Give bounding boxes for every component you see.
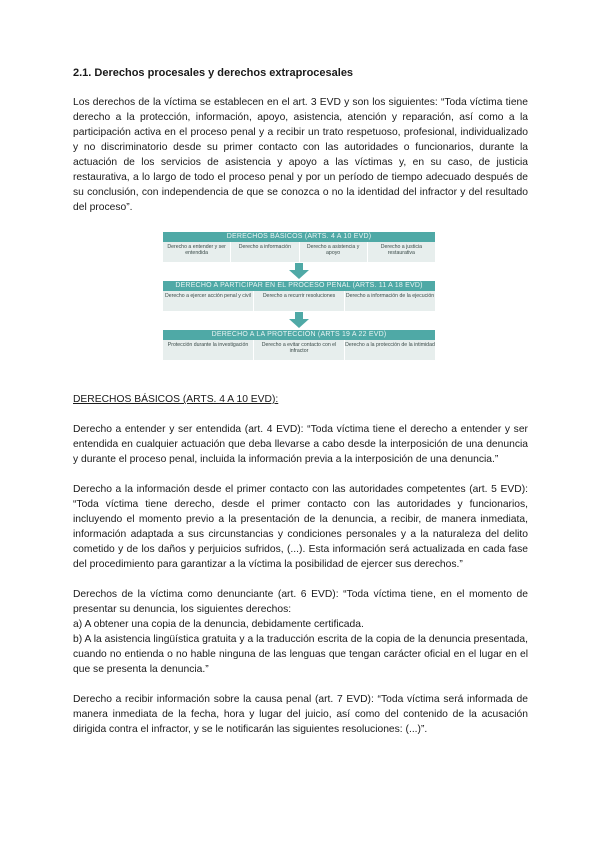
subheading-basic-rights: DERECHOS BÁSICOS (ARTS. 4 A 10 EVD):	[73, 394, 279, 405]
diagram-row-basic-rights	[163, 242, 435, 262]
diagram-band-basic-rights: DERECHOS BÁSICOS (ARTS. 4 A 10 EVD)	[163, 232, 435, 242]
paragraph-art5: Derecho a la información desde el primer contacto con las autoridades competentes (art. 5 EVD): “Toda víctima tiene derecho, desde el primer contacto con las autoridades y funcionarios, incluyendo el momento previo a la presentación de la denuncia, a recibir, de manera inmediata, información adaptada a sus circunstancias y condiciones personales y a la naturaleza del delito cometido y de los daños y perjuicios sufridos, (...). Esta información será actualizada en cada fase del procedimiento para garantizar a la víctima la posibilidad de ejercer sus derechos.”	[73, 484, 528, 570]
rights-diagram	[163, 232, 435, 375]
paragraph-art6-item-a: a) A obtener una copia de la denuncia, debidamente certificada.	[73, 619, 364, 630]
intro-paragraph: Los derechos de la víctima se establecen en el art. 3 EVD y son los siguientes: “Toda víctima tiene derecho a la protección, información, apoyo, asistencia, atención y reparación, así como a la participación activa en el proceso penal y a recibir un trato respetuoso, profesional, individualizado y no discriminatorio desde su primer contacto con las autoridades o funcionarios, durante la actuación de los servicios de asistencia y apoyo a las víctimas y, en su caso, de justicia restaurativa, a lo largo de todo el proceso penal y por un período de tiempo adecuado después de su conclusión, con independencia de que se conozca o no la identidad del infractor y del resultado del proceso”.	[73, 97, 528, 213]
document-content	[73, 66, 528, 737]
arrow-down-icon	[289, 263, 309, 279]
diagram-cell: Derecho a información de la ejecución	[345, 293, 435, 299]
diagram-cell: Derecho a asistencia y apoyo	[300, 242, 368, 262]
arrow-down-icon	[289, 312, 309, 328]
diagram-cell: Derecho a la protección de la intimidad	[345, 342, 435, 348]
diagram-cell: Derecho a entender y ser entendida	[163, 242, 231, 262]
paragraph-art6-item-b: b) A la asistencia lingüística gratuita y a la traducción escrita de la copia de la denuncia presentada, cuando no entienda o no hable ninguna de las lenguas que tengan carácter oficial en el lugar en el que se presenta la denuncia.”	[73, 634, 528, 675]
diagram-cell: Derecho a ejercer acción penal y civil	[163, 291, 254, 311]
diagram-cell: Derecho a información	[231, 242, 299, 262]
diagram-row-protection	[163, 340, 435, 360]
diagram-cell: Derecho a recurrir resoluciones	[254, 291, 345, 311]
diagram-cell: Derecho a justicia restaurativa	[380, 244, 422, 256]
section-title: 2.1. Derechos procesales y derechos extraprocesales	[73, 67, 354, 79]
diagram-cell: Protección durante la investigación	[163, 340, 254, 360]
diagram-cell: Derecho a evitar contacto con el infractor	[254, 340, 345, 360]
paragraph-art4: Derecho a entender y ser entendida (art. 4 EVD): “Toda víctima tiene el derecho a entender y ser entendida en cualquier actuación que deba llevarse a cabo desde la interposición de una denuncia y durante el proceso penal, incluida la información previa a la interposición de una denuncia.”	[73, 424, 528, 465]
diagram-band-participation: DERECHO A PARTICIPAR EN EL PROCESO PENAL (ARTS. 11 A 18 EVD)	[163, 281, 435, 291]
paragraph-art6: Derechos de la víctima como denunciante (art. 6 EVD): “Toda víctima tiene, en el momento de presentar su denuncia, los siguientes derechos:	[73, 589, 528, 615]
diagram-band-protection: DERECHO A LA PROTECCIÓN (ARTS 19 A 22 EVD)	[163, 330, 435, 340]
diagram-row-participation	[163, 291, 435, 311]
paragraph-art7: Derecho a recibir información sobre la causa penal (art. 7 EVD): “Toda víctima será informada de manera inmediata de la fecha, hora y lugar del juicio, así como del contenido de la acusación dirigida contra el infractor, y se le notificarán las siguientes resoluciones: (...)”.	[73, 694, 528, 735]
